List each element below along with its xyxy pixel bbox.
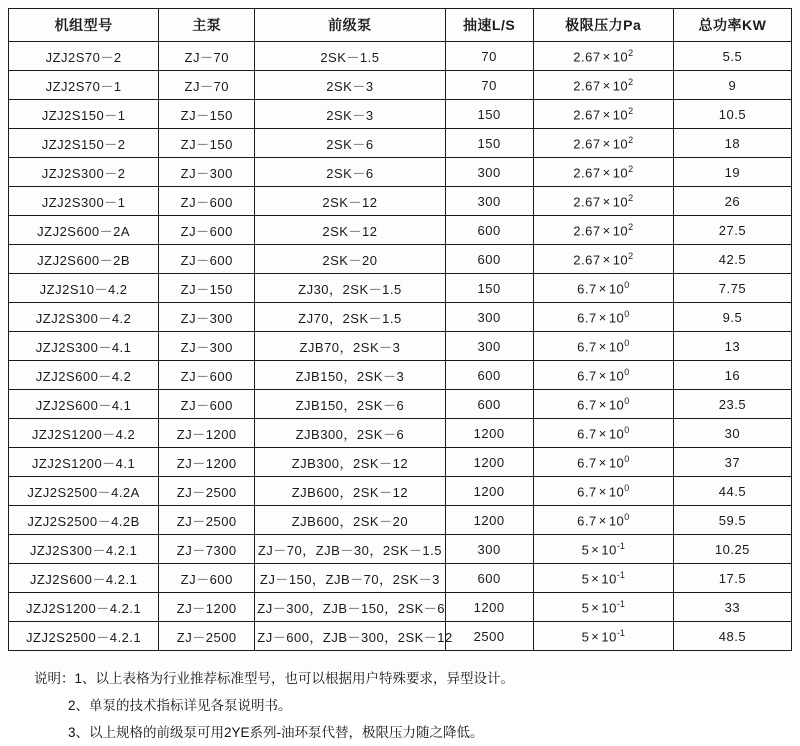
- column-header-model: 机组型号: [9, 9, 159, 42]
- pressure-mantissa: 2.67: [573, 136, 601, 152]
- table-row: [9, 361, 792, 390]
- cell-main-pump: ZJ－600: [159, 564, 255, 593]
- cell-model: JZJ2S70－2: [9, 42, 159, 71]
- cell-pumping-speed: 300: [445, 187, 533, 216]
- cell-pumping-speed: 600: [445, 564, 533, 593]
- cell-main-pump: ZJ－7300: [159, 535, 255, 564]
- pressure-exponent: 2: [628, 76, 634, 87]
- cell-main-pump: ZJ－600: [159, 187, 255, 216]
- cell-pumping-speed: 150: [445, 100, 533, 129]
- multiplication-sign: ×: [602, 223, 611, 239]
- cell-total-power: 7.75: [673, 274, 791, 303]
- pressure-exponent: 2: [628, 250, 634, 261]
- multiplication-sign: ×: [598, 310, 607, 326]
- table-row: [9, 158, 792, 187]
- cell-main-pump: ZJ－2500: [159, 622, 255, 651]
- cell-pumping-speed: 1200: [445, 593, 533, 622]
- table-row: [9, 216, 792, 245]
- cell-main-pump: ZJ－300: [159, 303, 255, 332]
- cell-fore-pump: 2SK－12: [255, 187, 445, 216]
- pressure-exponent: 0: [624, 482, 630, 493]
- multiplication-sign: ×: [602, 252, 611, 268]
- cell-ultimate-pressure: [533, 390, 673, 419]
- pressure-exponent: -1: [616, 540, 625, 551]
- notes-section: [8, 665, 792, 746]
- cell-fore-pump: ZJB70，2SK－3: [255, 332, 445, 361]
- table-row: [9, 477, 792, 506]
- pressure-mantissa: 6.7: [577, 368, 597, 384]
- notes-label: 说明：: [34, 671, 75, 686]
- table-row: [9, 245, 792, 274]
- pressure-mantissa: 5: [581, 629, 590, 645]
- pressure-mantissa: 6.7: [577, 281, 597, 297]
- note-line-2: [34, 692, 792, 719]
- pressure-base: 10: [612, 136, 629, 152]
- note-text-2: 2、单泵的技术指标详见各泵说明书。: [68, 698, 292, 713]
- cell-pumping-speed: 1200: [445, 448, 533, 477]
- pressure-mantissa: 6.7: [577, 310, 597, 326]
- pressure-mantissa: 2.67: [573, 252, 601, 268]
- pressure-mantissa: 6.7: [577, 484, 597, 500]
- cell-total-power: 9.5: [673, 303, 791, 332]
- cell-model: JZJ2S300－2: [9, 158, 159, 187]
- cell-fore-pump: ZJB300，2SK－12: [255, 448, 445, 477]
- cell-ultimate-pressure: [533, 303, 673, 332]
- pressure-base: 10: [608, 339, 625, 355]
- cell-model: JZJ2S300－1: [9, 187, 159, 216]
- table-row: [9, 303, 792, 332]
- cell-pumping-speed: 70: [445, 71, 533, 100]
- cell-total-power: 42.5: [673, 245, 791, 274]
- pressure-base: 10: [608, 513, 625, 529]
- pressure-exponent: 2: [628, 163, 634, 174]
- multiplication-sign: ×: [598, 397, 607, 413]
- cell-fore-pump: ZJB300，2SK－6: [255, 419, 445, 448]
- multiplication-sign: ×: [591, 571, 600, 587]
- specification-table: [8, 8, 792, 651]
- cell-model: JZJ2S1200－4.1: [9, 448, 159, 477]
- pressure-exponent: -1: [616, 627, 625, 638]
- cell-main-pump: ZJ－2500: [159, 477, 255, 506]
- cell-ultimate-pressure: [533, 477, 673, 506]
- pressure-exponent: 0: [624, 279, 630, 290]
- pressure-mantissa: 2.67: [573, 107, 601, 123]
- column-header-main-pump: 主泵: [159, 9, 255, 42]
- cell-fore-pump: ZJB150，2SK－3: [255, 361, 445, 390]
- pressure-mantissa: 2.67: [573, 165, 601, 181]
- cell-pumping-speed: 150: [445, 274, 533, 303]
- cell-total-power: 16: [673, 361, 791, 390]
- cell-total-power: 48.5: [673, 622, 791, 651]
- multiplication-sign: ×: [598, 484, 607, 500]
- table-row: [9, 564, 792, 593]
- pressure-base: 10: [612, 194, 629, 210]
- cell-pumping-speed: 600: [445, 361, 533, 390]
- pressure-base: 10: [608, 368, 625, 384]
- cell-model: JZJ2S600－2A: [9, 216, 159, 245]
- multiplication-sign: ×: [602, 136, 611, 152]
- pressure-base: 10: [608, 484, 625, 500]
- multiplication-sign: ×: [591, 542, 600, 558]
- cell-main-pump: ZJ－70: [159, 71, 255, 100]
- table-row: [9, 622, 792, 651]
- cell-fore-pump: ZJ70，2SK－1.5: [255, 303, 445, 332]
- cell-model: JZJ2S600－4.2: [9, 361, 159, 390]
- cell-pumping-speed: 300: [445, 158, 533, 187]
- pressure-exponent: 0: [624, 308, 630, 319]
- table-header: [9, 9, 792, 42]
- cell-ultimate-pressure: [533, 535, 673, 564]
- multiplication-sign: ×: [598, 455, 607, 471]
- cell-total-power: 10.5: [673, 100, 791, 129]
- multiplication-sign: ×: [602, 165, 611, 181]
- pressure-mantissa: 5: [581, 571, 590, 587]
- cell-fore-pump: ZJB600，2SK－20: [255, 506, 445, 535]
- pressure-exponent: 0: [624, 424, 630, 435]
- multiplication-sign: ×: [602, 49, 611, 65]
- column-header-fore-pump: 前级泵: [255, 9, 445, 42]
- cell-pumping-speed: 300: [445, 303, 533, 332]
- table-row: [9, 71, 792, 100]
- cell-total-power: 10.25: [673, 535, 791, 564]
- table-row: [9, 593, 792, 622]
- table-row: [9, 390, 792, 419]
- cell-ultimate-pressure: [533, 622, 673, 651]
- cell-total-power: 26: [673, 187, 791, 216]
- multiplication-sign: ×: [598, 426, 607, 442]
- cell-ultimate-pressure: [533, 361, 673, 390]
- column-header-total-power: 总功率KW: [673, 9, 791, 42]
- pressure-mantissa: 6.7: [577, 426, 597, 442]
- cell-ultimate-pressure: [533, 158, 673, 187]
- table-row: [9, 448, 792, 477]
- column-header-pumping-speed: 抽速L/S: [445, 9, 533, 42]
- cell-main-pump: ZJ－600: [159, 361, 255, 390]
- table-row: [9, 100, 792, 129]
- cell-model: JZJ2S2500－4.2.1: [9, 622, 159, 651]
- cell-ultimate-pressure: [533, 100, 673, 129]
- pressure-exponent: 2: [628, 221, 634, 232]
- cell-model: JZJ2S600－2B: [9, 245, 159, 274]
- cell-total-power: 44.5: [673, 477, 791, 506]
- cell-main-pump: ZJ－600: [159, 245, 255, 274]
- cell-ultimate-pressure: [533, 216, 673, 245]
- cell-pumping-speed: 600: [445, 390, 533, 419]
- cell-model: JZJ2S600－4.1: [9, 390, 159, 419]
- cell-model: JZJ2S150－1: [9, 100, 159, 129]
- cell-pumping-speed: 1200: [445, 506, 533, 535]
- cell-ultimate-pressure: [533, 274, 673, 303]
- pressure-base: 10: [612, 49, 629, 65]
- cell-total-power: 37: [673, 448, 791, 477]
- table-row: [9, 332, 792, 361]
- cell-model: JZJ2S10－4.2: [9, 274, 159, 303]
- cell-fore-pump: ZJB600，2SK－12: [255, 477, 445, 506]
- cell-ultimate-pressure: [533, 332, 673, 361]
- multiplication-sign: ×: [598, 368, 607, 384]
- cell-ultimate-pressure: [533, 506, 673, 535]
- cell-total-power: 23.5: [673, 390, 791, 419]
- multiplication-sign: ×: [591, 629, 600, 645]
- cell-model: JZJ2S2500－4.2B: [9, 506, 159, 535]
- pressure-exponent: 2: [628, 192, 634, 203]
- pressure-base: 10: [608, 397, 625, 413]
- cell-pumping-speed: 600: [445, 216, 533, 245]
- cell-ultimate-pressure: [533, 42, 673, 71]
- cell-main-pump: ZJ－150: [159, 129, 255, 158]
- cell-main-pump: ZJ－600: [159, 390, 255, 419]
- pressure-mantissa: 2.67: [573, 78, 601, 94]
- cell-total-power: 9: [673, 71, 791, 100]
- cell-main-pump: ZJ－1200: [159, 593, 255, 622]
- pressure-mantissa: 5: [581, 542, 590, 558]
- table-row: [9, 535, 792, 564]
- pressure-base: 10: [612, 78, 629, 94]
- pressure-exponent: 0: [624, 395, 630, 406]
- cell-pumping-speed: 70: [445, 42, 533, 71]
- cell-fore-pump: ZJ－150，ZJB－70，2SK－3: [255, 564, 445, 593]
- cell-fore-pump: ZJ－70，ZJB－30，2SK－1.5: [255, 535, 445, 564]
- cell-total-power: 17.5: [673, 564, 791, 593]
- cell-model: JZJ2S300－4.2: [9, 303, 159, 332]
- cell-model: JZJ2S1200－4.2.1: [9, 593, 159, 622]
- pressure-base: 10: [612, 165, 629, 181]
- cell-ultimate-pressure: [533, 593, 673, 622]
- cell-fore-pump: 2SK－3: [255, 71, 445, 100]
- pressure-exponent: 0: [624, 337, 630, 348]
- pressure-exponent: 2: [628, 105, 634, 116]
- pressure-mantissa: 2.67: [573, 49, 601, 65]
- cell-total-power: 33: [673, 593, 791, 622]
- table-row: [9, 419, 792, 448]
- note-text-1: 1、以上表格为行业推荐标准型号，也可以根据用户特殊要求，异型设计。: [74, 671, 515, 686]
- cell-pumping-speed: 1200: [445, 419, 533, 448]
- pressure-mantissa: 6.7: [577, 513, 597, 529]
- pressure-base: 10: [612, 252, 629, 268]
- cell-total-power: 30: [673, 419, 791, 448]
- pressure-mantissa: 2.67: [573, 223, 601, 239]
- cell-main-pump: ZJ－300: [159, 332, 255, 361]
- multiplication-sign: ×: [598, 339, 607, 355]
- multiplication-sign: ×: [602, 107, 611, 123]
- pressure-exponent: 2: [628, 47, 634, 58]
- cell-ultimate-pressure: [533, 448, 673, 477]
- cell-fore-pump: ZJ30，2SK－1.5: [255, 274, 445, 303]
- cell-ultimate-pressure: [533, 71, 673, 100]
- cell-main-pump: ZJ－150: [159, 274, 255, 303]
- cell-total-power: 13: [673, 332, 791, 361]
- pressure-base: 10: [601, 542, 617, 558]
- cell-total-power: 18: [673, 129, 791, 158]
- cell-fore-pump: ZJ－300，ZJB－150，2SK－6: [255, 593, 445, 622]
- cell-pumping-speed: 600: [445, 245, 533, 274]
- cell-model: JZJ2S300－4.2.1: [9, 535, 159, 564]
- cell-fore-pump: 2SK－6: [255, 129, 445, 158]
- cell-fore-pump: ZJ－600，ZJB－300，2SK－12: [255, 622, 445, 651]
- pressure-base: 10: [612, 223, 629, 239]
- cell-pumping-speed: 1200: [445, 477, 533, 506]
- multiplication-sign: ×: [602, 78, 611, 94]
- cell-pumping-speed: 150: [445, 129, 533, 158]
- cell-main-pump: ZJ－1200: [159, 448, 255, 477]
- pressure-base: 10: [601, 600, 617, 616]
- cell-pumping-speed: 2500: [445, 622, 533, 651]
- table-body: [9, 42, 792, 651]
- note-line-3: [34, 719, 792, 746]
- cell-model: JZJ2S70－1: [9, 71, 159, 100]
- cell-ultimate-pressure: [533, 187, 673, 216]
- cell-main-pump: ZJ－300: [159, 158, 255, 187]
- cell-ultimate-pressure: [533, 564, 673, 593]
- cell-main-pump: ZJ－2500: [159, 506, 255, 535]
- pressure-base: 10: [608, 310, 625, 326]
- cell-main-pump: ZJ－1200: [159, 419, 255, 448]
- cell-fore-pump: 2SK－20: [255, 245, 445, 274]
- note-line-1: [34, 665, 792, 692]
- pressure-mantissa: 6.7: [577, 339, 597, 355]
- pressure-exponent: -1: [616, 569, 625, 580]
- table-row: [9, 42, 792, 71]
- pressure-mantissa: 2.67: [573, 194, 601, 210]
- multiplication-sign: ×: [598, 281, 607, 297]
- pressure-base: 10: [608, 426, 625, 442]
- table-row: [9, 506, 792, 535]
- cell-model: JZJ2S2500－4.2A: [9, 477, 159, 506]
- pressure-base: 10: [608, 281, 625, 297]
- pressure-mantissa: 5: [581, 600, 590, 616]
- pressure-exponent: 0: [624, 511, 630, 522]
- table-row: [9, 129, 792, 158]
- multiplication-sign: ×: [602, 194, 611, 210]
- cell-fore-pump: 2SK－6: [255, 158, 445, 187]
- cell-pumping-speed: 300: [445, 332, 533, 361]
- pressure-base: 10: [608, 455, 625, 471]
- cell-fore-pump: 2SK－12: [255, 216, 445, 245]
- cell-ultimate-pressure: [533, 129, 673, 158]
- pressure-base: 10: [601, 571, 617, 587]
- cell-model: JZJ2S300－4.1: [9, 332, 159, 361]
- pressure-mantissa: 6.7: [577, 397, 597, 413]
- pressure-base: 10: [601, 629, 617, 645]
- cell-fore-pump: 2SK－1.5: [255, 42, 445, 71]
- pressure-exponent: -1: [616, 598, 625, 609]
- multiplication-sign: ×: [598, 513, 607, 529]
- column-header-ultimate-pressure: 极限压力Pa: [533, 9, 673, 42]
- table-header-row: [9, 9, 792, 42]
- cell-total-power: 5.5: [673, 42, 791, 71]
- pressure-base: 10: [612, 107, 629, 123]
- cell-model: JZJ2S1200－4.2: [9, 419, 159, 448]
- cell-total-power: 27.5: [673, 216, 791, 245]
- cell-main-pump: ZJ－150: [159, 100, 255, 129]
- cell-pumping-speed: 300: [445, 535, 533, 564]
- cell-main-pump: ZJ－70: [159, 42, 255, 71]
- note-text-3: 3、以上规格的前级泵可用2YE系列-油环泵代替，极限压力随之降低。: [68, 725, 484, 740]
- cell-ultimate-pressure: [533, 245, 673, 274]
- pressure-exponent: 2: [628, 134, 634, 145]
- table-row: [9, 187, 792, 216]
- cell-total-power: 19: [673, 158, 791, 187]
- multiplication-sign: ×: [591, 600, 600, 616]
- pressure-exponent: 0: [624, 453, 630, 464]
- cell-main-pump: ZJ－600: [159, 216, 255, 245]
- cell-fore-pump: ZJB150，2SK－6: [255, 390, 445, 419]
- cell-model: JZJ2S600－4.2.1: [9, 564, 159, 593]
- cell-fore-pump: 2SK－3: [255, 100, 445, 129]
- cell-ultimate-pressure: [533, 419, 673, 448]
- table-row: [9, 274, 792, 303]
- pressure-exponent: 0: [624, 366, 630, 377]
- pressure-mantissa: 6.7: [577, 455, 597, 471]
- cell-model: JZJ2S150－2: [9, 129, 159, 158]
- cell-total-power: 59.5: [673, 506, 791, 535]
